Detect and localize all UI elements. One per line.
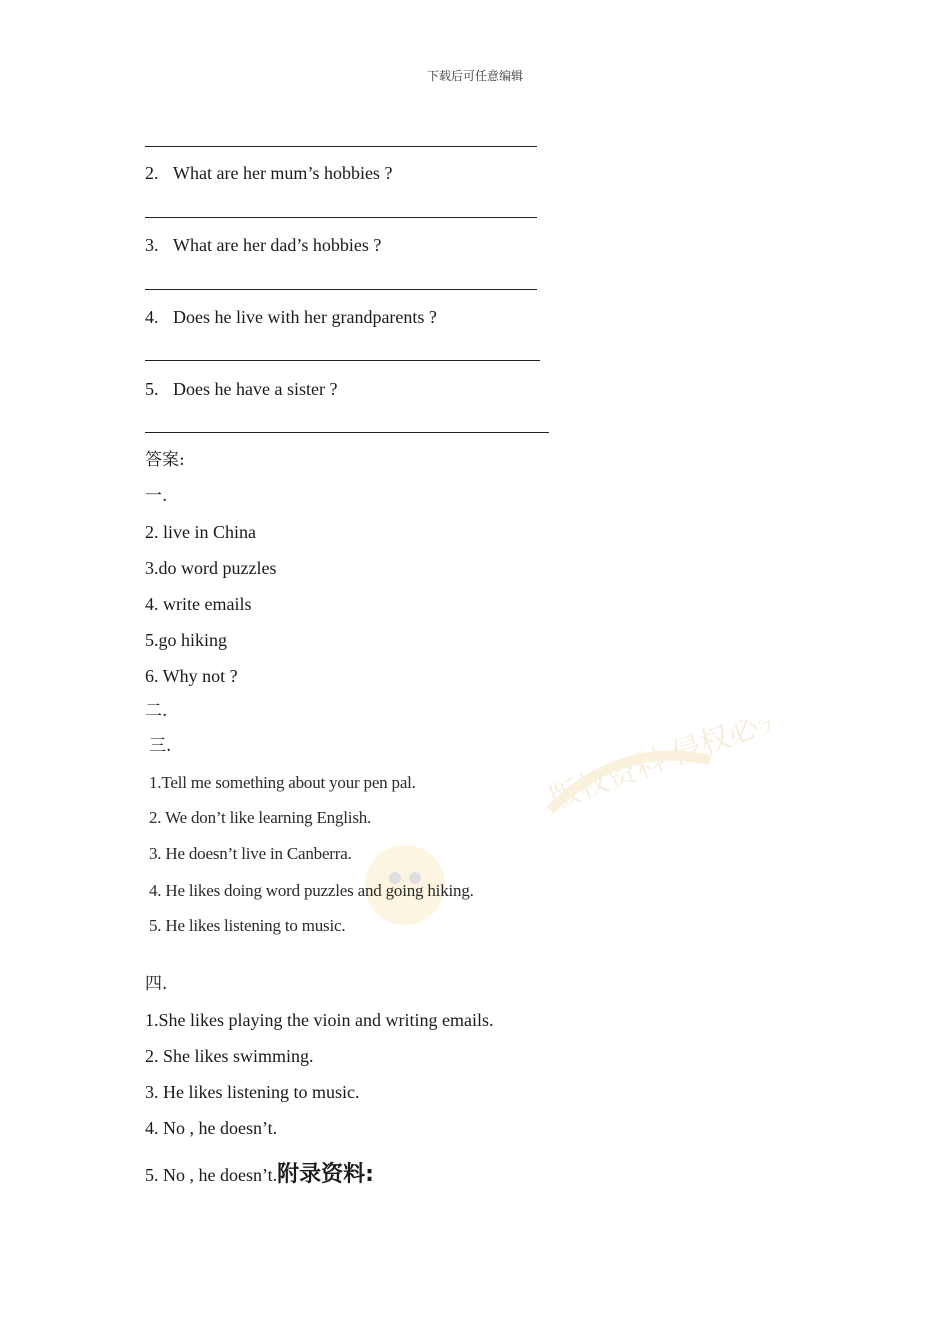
section-1-answer: 5.go hiking (145, 630, 228, 650)
section-3-answer: 3. He doesn’t live in Canberra. (149, 844, 352, 863)
section-3-answer: 1.Tell me something about your pen pal. (149, 773, 416, 792)
section-4-answer: 3. He likes listening to music. (145, 1082, 360, 1102)
answer-blank-line (145, 146, 537, 147)
section-3-answer: 5. He likes listening to music. (149, 916, 346, 935)
answer-blank-line (145, 432, 549, 433)
question-4 (145, 308, 437, 326)
section-4-answer: 1.She likes playing the vioin and writing emails. (145, 1010, 494, 1030)
question-text: What are her mum’s hobbies ? (173, 163, 393, 183)
answers-title: 答案: (145, 450, 185, 470)
section-1-answer: 3.do word puzzles (145, 558, 277, 578)
page-header: 下载后可任意编辑 (426, 69, 523, 83)
section-4-heading: 四. (145, 974, 168, 994)
section-1-answer: 6. Why not ? (145, 666, 238, 686)
section-3-answer: 2. We don’t like learning English. (149, 808, 372, 827)
question-text: Does he have a sister ? (173, 379, 338, 399)
section-1-answer: 4. write emails (145, 594, 252, 614)
answer-blank-line (145, 360, 540, 361)
section-2-heading: 二. (145, 701, 168, 721)
section-4-answer: 2. She likes swimming. (145, 1046, 314, 1066)
question-3 (145, 236, 381, 254)
appendix-heading: 附录资料: (277, 1162, 374, 1187)
question-text: What are her dad’s hobbies ? (173, 235, 382, 255)
section-4-answer: 4. No , he doesn’t. (145, 1118, 278, 1138)
section-4-answer-last (145, 1164, 374, 1186)
watermark-stamp (530, 720, 770, 840)
section-1-heading: 一. (145, 486, 168, 506)
question-number: 4. (145, 307, 159, 327)
question-number: 2. (145, 163, 159, 183)
answer-blank-line (145, 289, 537, 290)
question-number: 5. (145, 379, 159, 399)
answer-blank-line (145, 217, 537, 218)
question-2 (145, 164, 392, 182)
watermark-text: 版权资料 侵权必究 (545, 720, 770, 818)
question-5 (145, 380, 337, 398)
section-3-answer: 4. He likes doing word puzzles and going hiking. (149, 881, 474, 900)
question-text: Does he live with her grandparents ? (173, 307, 437, 327)
question-number: 3. (145, 235, 159, 255)
section-4-answer: 5. No , he doesn’t. (145, 1165, 278, 1185)
section-3-heading: 三. (149, 736, 172, 756)
section-1-answer: 2. live in China (145, 522, 256, 542)
